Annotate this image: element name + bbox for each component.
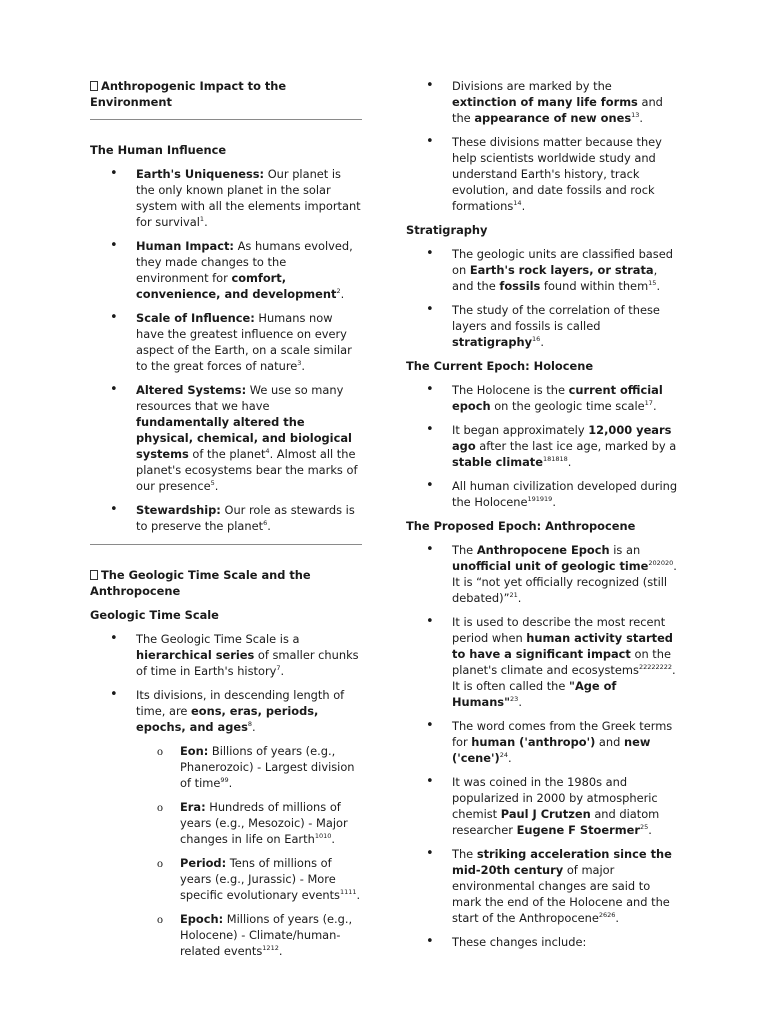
list-item: • These divisions matter because they help scientists worldwide study and understand Earth's history, track evolution, and date fossils and rock formations$^{14}$. (406, 134, 678, 214)
list-item: • All human civilization developed during the Holocene$^{191919}$. (406, 478, 678, 510)
list-item: • Human Impact: As humans evolved, they made changes to the environment for comfort, convenience, and development$^2$. (90, 238, 362, 302)
heading-stratigraphy: Stratigraphy (406, 223, 488, 237)
list-item: • The word comes from the Greek terms for human ('anthropo') and new ('cene')$^{24}$. (406, 718, 678, 766)
title-geologic-time-scale: The Geologic Time Scale and the Anthropocene (90, 568, 311, 598)
list-item: • The study of the correlation of these layers and fossils is called stratigraphy$^{16}$. (406, 302, 678, 350)
heading-geologic-time-scale: Geologic Time Scale (90, 608, 219, 622)
list-item: • It is used to describe the most recent period when human activity started to have a significant impact on the planet's climate and ecosystems$^{22222222}$. It is often called the "Age of Humans"$^{23}$. (406, 614, 678, 710)
heading-human-influence: The Human Influence (90, 143, 227, 157)
sub-list-item: o Epoch: Millions of years (e.g., Holocene) - Climate/human-related events$^{1212}$. (90, 911, 362, 959)
list-item: • Its divisions, in descending length of time, are eons, eras, periods, epochs, and ages$^8$. (90, 687, 362, 735)
sub-list-item: o Eon: Billions of years (e.g., Phanerozoic) - Largest division of time$^{99}$. (90, 743, 362, 791)
heading-holocene: The Current Epoch: Holocene (406, 359, 594, 373)
anthropocene-list (406, 542, 678, 950)
list-item: • Scale of Influence: Humans now have the greatest influence on every aspect of the Earth, on a scale similar to the great forces of nature$^3$. (90, 310, 362, 374)
sub-list-item: o Period: Tens of millions of years (e.g., Jurassic) - More specific evolutionary events$^{1111}$. (90, 855, 362, 903)
gts-sublist (90, 743, 362, 959)
right-column (406, 0, 678, 950)
list-item: • It began approximately 12,000 years ago after the last ice age, marked by a stable climate$^{181818}$. (406, 422, 678, 470)
list-item: • The geologic units are classified based on Earth's rock layers, or strata, and the fossils found within them$^{15}$. (406, 246, 678, 294)
list-item: • The Holocene is the current official epoch on the geologic time scale$^{17}$. (406, 382, 678, 414)
list-item: • The striking acceleration since the mid-20th century of major environmental changes are said to mark the end of the Holocene and the start of the Anthropocene$^{2626}$. (406, 846, 678, 926)
list-item: • Altered Systems: We use so many resources that we have fundamentally altered the physical, chemical, and biological systems of the planet$^4$. Almost all the planet's ecosystems bear the marks of our presence$^5$. (90, 382, 362, 494)
list-item: • Stewardship: Our role as stewards is to preserve the planet$^6$. (90, 502, 362, 534)
human-influence-list (90, 166, 362, 534)
list-item: • These changes include: (406, 934, 678, 950)
missing-glyph-icon (90, 81, 98, 91)
divider (90, 119, 362, 120)
divider (90, 544, 362, 545)
holocene-list (406, 382, 678, 510)
divisions-list (406, 78, 678, 214)
left-column (90, 0, 362, 959)
list-item: • The Anthropocene Epoch is an unofficial unit of geologic time$^{202020}$. It is “not yet officially recognized (still debated)”$^{21}$. (406, 542, 678, 606)
list-item: • Divisions are marked by the extinction of many life forms and the appearance of new ones$^{13}$. (406, 78, 678, 126)
list-item: • The Geologic Time Scale is a hierarchical series of smaller chunks of time in Earth's history$^7$. (90, 631, 362, 679)
stratigraphy-list (406, 246, 678, 350)
missing-glyph-icon (90, 570, 98, 580)
sub-list-item: o Era: Hundreds of millions of years (e.g., Mesozoic) - Major changes in life on Earth$^{1010}$. (90, 799, 362, 847)
title-anthropogenic-impact: Anthropogenic Impact to the Environment (90, 79, 287, 109)
heading-anthropocene: The Proposed Epoch: Anthropocene (406, 519, 636, 533)
list-item: • It was coined in the 1980s and popularized in 2000 by atmospheric chemist Paul J Crutzen and diatom researcher Eugene F Stoermer$^{25}$. (406, 774, 678, 838)
list-item: • Earth's Uniqueness: Our planet is the only known planet in the solar system with all the elements important for survival$^1$. (90, 166, 362, 230)
gts-list (90, 631, 362, 735)
